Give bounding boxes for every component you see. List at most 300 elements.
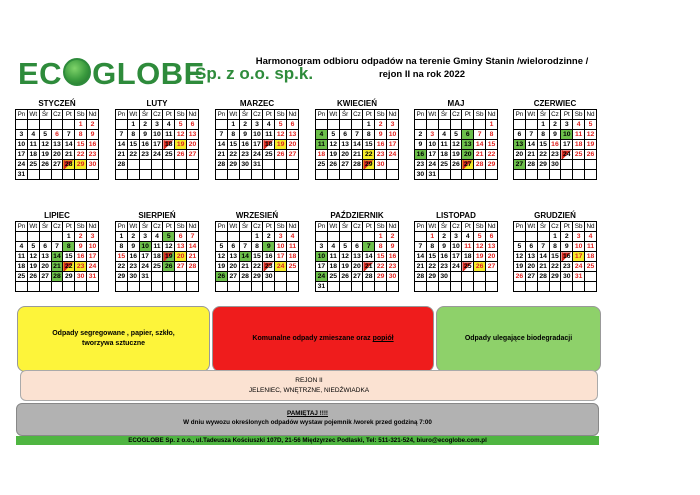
day-cell: 1	[363, 120, 375, 130]
empty-cell	[251, 282, 263, 292]
empty-cell	[127, 170, 139, 180]
day-cell: 5	[175, 120, 187, 130]
empty-cell	[462, 120, 474, 130]
month-table	[513, 221, 597, 292]
day-cell: 11	[327, 252, 339, 262]
day-cell: 5	[450, 130, 462, 140]
day-cell: 28	[187, 262, 199, 272]
day-cell: 14	[474, 140, 486, 150]
empty-cell	[537, 282, 549, 292]
day-cell: 30	[75, 272, 87, 282]
weekday-header: Pn	[116, 110, 128, 120]
weekday-header: Sb	[573, 222, 585, 232]
day-cell: 9	[75, 242, 87, 252]
empty-cell	[239, 232, 251, 242]
day-cell: 16	[263, 252, 275, 262]
weekday-header: Nd	[288, 111, 297, 118]
weekday-header: Śr	[39, 222, 51, 232]
empty-cell	[116, 282, 128, 292]
day-cell: 13	[525, 252, 537, 262]
day-cell: 11	[462, 242, 474, 252]
weekday-header: Sb	[573, 110, 585, 120]
day-cell: 23	[139, 150, 151, 160]
day-cell: 18	[585, 252, 597, 262]
empty-cell	[287, 170, 299, 180]
day-cell: 24	[139, 262, 151, 272]
empty-cell	[216, 282, 228, 292]
weekday-header: Śr	[537, 222, 549, 232]
weekday-header: Pt	[163, 222, 175, 232]
day-cell: 9	[139, 130, 151, 140]
empty-cell	[415, 232, 427, 242]
empty-cell	[163, 160, 175, 170]
day-cell: 18	[287, 252, 299, 262]
empty-cell	[39, 170, 51, 180]
month-table	[315, 109, 399, 180]
day-cell: 22	[251, 262, 263, 272]
weekday-header: Pt	[63, 110, 75, 120]
empty-cell	[263, 170, 275, 180]
day-cell: 26	[450, 160, 462, 170]
empty-cell	[287, 282, 299, 292]
month-table	[115, 221, 199, 292]
legend-mixed-waste	[212, 306, 434, 372]
region-info	[20, 370, 598, 401]
day-cell: 6	[51, 130, 63, 140]
day-cell: 3	[139, 232, 151, 242]
day-cell: 19	[339, 262, 351, 272]
day-cell: 25	[16, 272, 28, 282]
empty-cell	[375, 170, 387, 180]
empty-cell	[251, 170, 263, 180]
day-cell: 17	[450, 252, 462, 262]
empty-cell	[514, 170, 526, 180]
day-cell: 18	[151, 252, 163, 262]
day-cell: 19	[39, 150, 51, 160]
empty-cell	[316, 232, 328, 242]
weekday-header: Pt	[561, 110, 573, 120]
day-cell: 28	[537, 272, 549, 282]
empty-cell	[27, 120, 39, 130]
day-cell: 11	[316, 140, 328, 150]
day-cell: 14	[187, 242, 199, 252]
day-cell: 25	[462, 262, 474, 272]
empty-cell	[525, 232, 537, 242]
empty-cell	[227, 170, 239, 180]
day-cell: 30	[239, 160, 251, 170]
weekday-header: Nd	[188, 223, 197, 230]
day-cell: 17	[251, 140, 263, 150]
day-cell: 10	[16, 140, 28, 150]
day-cell: 23	[549, 150, 561, 160]
day-cell: 21	[187, 252, 199, 262]
day-cell: 20	[514, 150, 526, 160]
weekday-header: Cz	[351, 110, 363, 120]
day-cell: 29	[486, 160, 498, 170]
day-cell: 4	[263, 120, 275, 130]
day-cell: 6	[351, 242, 363, 252]
region-places: JELENIEC, WNĘTRZNE, NIEDŹWIADKA	[248, 387, 370, 394]
day-cell: 1	[537, 120, 549, 130]
day-cell: 7	[351, 130, 363, 140]
month-calendar	[215, 210, 299, 292]
day-cell: 21	[415, 262, 427, 272]
empty-cell	[549, 282, 561, 292]
reminder-notice	[16, 403, 599, 436]
day-cell: 19	[27, 262, 39, 272]
footer-contact: ECOGLOBE Sp. z o.o., ul.Tadeusza Kościuszki 107D, 21-56 Międzyrzec Podlaski, Tel: 511-321-524, biuro@ecoglobe.com.pl	[16, 436, 599, 445]
day-cell: 3	[426, 130, 438, 140]
day-cell: 22	[486, 150, 498, 160]
month-calendar	[315, 98, 399, 180]
month-name: SIERPIEŃ	[138, 211, 176, 220]
month-name: WRZESIEŃ	[235, 211, 279, 220]
empty-cell	[263, 282, 275, 292]
title-line-2: rejon II na rok 2022	[378, 69, 466, 80]
day-cell: 27	[227, 272, 239, 282]
day-cell: 2	[415, 130, 427, 140]
month-calendar	[414, 98, 498, 180]
legend-ash-label: popiół	[372, 335, 394, 342]
empty-cell	[87, 170, 99, 180]
day-cell: 22	[375, 262, 387, 272]
empty-cell	[63, 120, 75, 130]
weekday-header: Pt	[363, 222, 375, 232]
empty-cell	[175, 160, 187, 170]
month-table	[15, 109, 99, 180]
weekday-header: Cz	[549, 222, 561, 232]
empty-cell	[351, 170, 363, 180]
day-cell: 2	[87, 120, 99, 130]
day-cell: 27	[51, 160, 63, 170]
weekday-header: Wt	[27, 222, 39, 232]
day-cell: 16	[75, 252, 87, 262]
weekday-header: Sb	[75, 110, 87, 120]
day-cell: 24	[16, 160, 28, 170]
day-cell: 5	[585, 120, 597, 130]
day-cell: 25	[327, 272, 339, 282]
empty-cell	[16, 282, 28, 292]
month-calendar	[115, 98, 199, 180]
day-cell: 20	[525, 262, 537, 272]
empty-cell	[27, 232, 39, 242]
day-cell: 27	[525, 272, 537, 282]
day-cell: 27	[175, 262, 187, 272]
day-cell: 8	[75, 130, 87, 140]
day-cell: 24	[450, 262, 462, 272]
month-table	[315, 221, 399, 292]
day-cell: 15	[426, 252, 438, 262]
day-cell: 9	[549, 130, 561, 140]
day-cell: 27	[39, 272, 51, 282]
weekday-header: Pn	[16, 110, 28, 120]
day-cell: 21	[239, 262, 251, 272]
weekday-header: Nd	[88, 111, 97, 118]
day-cell: 1	[63, 232, 75, 242]
empty-cell	[363, 232, 375, 242]
empty-cell	[375, 282, 387, 292]
day-cell: 14	[116, 140, 128, 150]
empty-cell	[339, 232, 351, 242]
day-cell: 11	[287, 242, 299, 252]
day-cell: 8	[375, 242, 387, 252]
day-cell: 2	[239, 120, 251, 130]
day-cell: 8	[127, 130, 139, 140]
day-cell: 27	[351, 272, 363, 282]
day-cell: 14	[216, 140, 228, 150]
empty-cell	[462, 170, 474, 180]
day-cell: 31	[316, 282, 328, 292]
day-cell: 25	[163, 150, 175, 160]
day-cell: 17	[16, 150, 28, 160]
weekday-header: Nd	[188, 111, 197, 118]
day-cell: 9	[87, 130, 99, 140]
empty-cell	[351, 232, 363, 242]
day-cell: 21	[537, 262, 549, 272]
empty-cell	[561, 282, 573, 292]
weekday-header: Nd	[388, 223, 397, 230]
day-cell: 13	[227, 252, 239, 262]
day-cell: 26	[275, 150, 287, 160]
day-cell: 20	[462, 150, 474, 160]
notice-text: W dniu wywozu określonych odpadów wystaw pojemnik /worek przed godziną 7:00	[183, 419, 432, 426]
day-cell: 18	[316, 150, 328, 160]
day-cell: 30	[387, 272, 399, 282]
day-cell: 16	[87, 140, 99, 150]
day-cell: 27	[187, 150, 199, 160]
day-cell: 6	[525, 242, 537, 252]
day-cell: 2	[387, 232, 399, 242]
month-table	[513, 109, 597, 180]
day-cell: 26	[175, 150, 187, 160]
day-cell: 1	[75, 120, 87, 130]
day-cell: 30	[127, 272, 139, 282]
day-cell: 4	[316, 130, 328, 140]
empty-cell	[573, 170, 585, 180]
weekday-header: Pn	[316, 222, 328, 232]
day-cell: 12	[275, 130, 287, 140]
day-cell: 25	[287, 262, 299, 272]
empty-cell	[287, 160, 299, 170]
day-cell: 11	[151, 242, 163, 252]
empty-cell	[561, 170, 573, 180]
month-calendar	[513, 210, 597, 292]
weekday-header: Nd	[586, 111, 595, 118]
day-cell: 26	[216, 272, 228, 282]
day-cell: 15	[63, 252, 75, 262]
day-cell: 10	[561, 130, 573, 140]
day-cell: 5	[327, 130, 339, 140]
day-cell: 28	[51, 272, 63, 282]
day-cell: 21	[116, 150, 128, 160]
day-cell: 9	[263, 242, 275, 252]
day-cell: 5	[514, 242, 526, 252]
day-cell: 5	[275, 120, 287, 130]
day-cell: 2	[375, 120, 387, 130]
day-cell: 27	[287, 150, 299, 160]
weekday-header: Cz	[450, 222, 462, 232]
day-cell: 23	[239, 150, 251, 160]
empty-cell	[275, 282, 287, 292]
legend-segregated-waste	[17, 306, 210, 372]
day-cell: 18	[27, 150, 39, 160]
empty-cell	[39, 120, 51, 130]
day-cell: 2	[549, 120, 561, 130]
empty-cell	[239, 282, 251, 292]
empty-cell	[450, 282, 462, 292]
day-cell: 22	[116, 262, 128, 272]
empty-cell	[187, 160, 199, 170]
day-cell: 6	[175, 232, 187, 242]
month-calendar	[115, 210, 199, 292]
empty-cell	[585, 170, 597, 180]
day-cell: 17	[561, 140, 573, 150]
month-table	[115, 109, 199, 180]
day-cell: 16	[127, 252, 139, 262]
day-cell: 17	[573, 252, 585, 262]
day-cell: 16	[438, 252, 450, 262]
weekday-header: Pn	[16, 222, 28, 232]
empty-cell	[163, 272, 175, 282]
day-cell: 10	[450, 242, 462, 252]
day-cell: 13	[39, 252, 51, 262]
month-name: PAŹDZIERNIK	[330, 211, 384, 220]
day-cell: 26	[327, 160, 339, 170]
day-cell: 23	[127, 262, 139, 272]
empty-cell	[227, 282, 239, 292]
weekday-header: Nd	[586, 223, 595, 230]
day-cell: 12	[175, 130, 187, 140]
day-cell: 31	[139, 272, 151, 282]
weekday-header: Śr	[339, 110, 351, 120]
day-cell: 15	[116, 252, 128, 262]
day-cell: 9	[561, 242, 573, 252]
month-table	[215, 221, 299, 292]
empty-cell	[537, 232, 549, 242]
day-cell: 28	[363, 272, 375, 282]
weekday-header: Śr	[438, 222, 450, 232]
logo-company-form: Sp. z o.o. sp.k.	[195, 64, 314, 83]
month-calendar	[215, 98, 299, 180]
day-cell: 26	[514, 272, 526, 282]
day-cell: 15	[549, 252, 561, 262]
day-cell: 17	[426, 150, 438, 160]
empty-cell	[387, 170, 399, 180]
day-cell: 13	[175, 242, 187, 252]
day-cell: 22	[75, 150, 87, 160]
weekday-header: Śr	[139, 222, 151, 232]
day-cell: 23	[387, 262, 399, 272]
empty-cell	[363, 282, 375, 292]
day-cell: 8	[116, 242, 128, 252]
weekday-header: Nd	[487, 223, 496, 230]
day-cell: 25	[27, 160, 39, 170]
empty-cell	[151, 160, 163, 170]
empty-cell	[351, 282, 363, 292]
empty-cell	[63, 282, 75, 292]
day-cell: 7	[415, 242, 427, 252]
empty-cell	[450, 120, 462, 130]
day-cell: 11	[27, 140, 39, 150]
empty-cell	[415, 282, 427, 292]
empty-cell	[438, 170, 450, 180]
day-cell: 7	[216, 130, 228, 140]
day-cell: 26	[39, 160, 51, 170]
empty-cell	[426, 282, 438, 292]
month-calendar	[414, 210, 498, 292]
weekday-header: Pn	[514, 222, 526, 232]
day-cell: 3	[251, 120, 263, 130]
day-cell: 14	[525, 140, 537, 150]
weekday-header: Pt	[163, 110, 175, 120]
day-cell: 24	[561, 150, 573, 160]
day-cell: 11	[573, 130, 585, 140]
empty-cell	[525, 170, 537, 180]
weekday-header: Pn	[316, 110, 328, 120]
day-cell: 22	[549, 262, 561, 272]
empty-cell	[16, 120, 28, 130]
day-cell: 13	[187, 130, 199, 140]
empty-cell	[39, 282, 51, 292]
empty-cell	[75, 170, 87, 180]
month-calendar	[315, 210, 399, 292]
day-cell: 29	[63, 272, 75, 282]
empty-cell	[87, 282, 99, 292]
day-cell: 20	[187, 140, 199, 150]
weekday-header: Sb	[275, 110, 287, 120]
empty-cell	[561, 160, 573, 170]
day-cell: 20	[287, 140, 299, 150]
day-cell: 20	[51, 150, 63, 160]
day-cell: 21	[63, 150, 75, 160]
empty-cell	[27, 170, 39, 180]
empty-cell	[514, 232, 526, 242]
empty-cell	[426, 120, 438, 130]
weekday-header: Nd	[487, 111, 496, 118]
empty-cell	[187, 170, 199, 180]
day-cell: 25	[316, 160, 328, 170]
day-cell: 31	[87, 272, 99, 282]
day-cell: 10	[316, 252, 328, 262]
day-cell: 16	[387, 252, 399, 262]
month-name: MARZEC	[239, 99, 275, 108]
empty-cell	[275, 272, 287, 282]
month-table	[414, 109, 498, 180]
day-cell: 25	[573, 150, 585, 160]
day-cell: 7	[474, 130, 486, 140]
empty-cell	[63, 170, 75, 180]
legend-segregated-line-2: tworzywa sztuczne	[81, 340, 145, 347]
empty-cell	[474, 170, 486, 180]
weekday-header: Śr	[139, 110, 151, 120]
day-cell: 5	[39, 130, 51, 140]
day-cell: 6	[227, 242, 239, 252]
day-cell: 7	[63, 130, 75, 140]
day-cell: 2	[127, 232, 139, 242]
empty-cell	[16, 232, 28, 242]
weekday-header: Sb	[474, 222, 486, 232]
weekday-header: Pn	[216, 222, 228, 232]
month-name: LIPIEC	[44, 211, 70, 220]
day-cell: 28	[63, 160, 75, 170]
day-cell: 14	[537, 252, 549, 262]
empty-cell	[339, 120, 351, 130]
weekday-header: Pn	[514, 110, 526, 120]
legend-mixed-label: Komunalne odpady zmieszane oraz	[252, 335, 373, 342]
weekday-header: Nd	[388, 111, 397, 118]
empty-cell	[151, 272, 163, 282]
empty-cell	[116, 170, 128, 180]
